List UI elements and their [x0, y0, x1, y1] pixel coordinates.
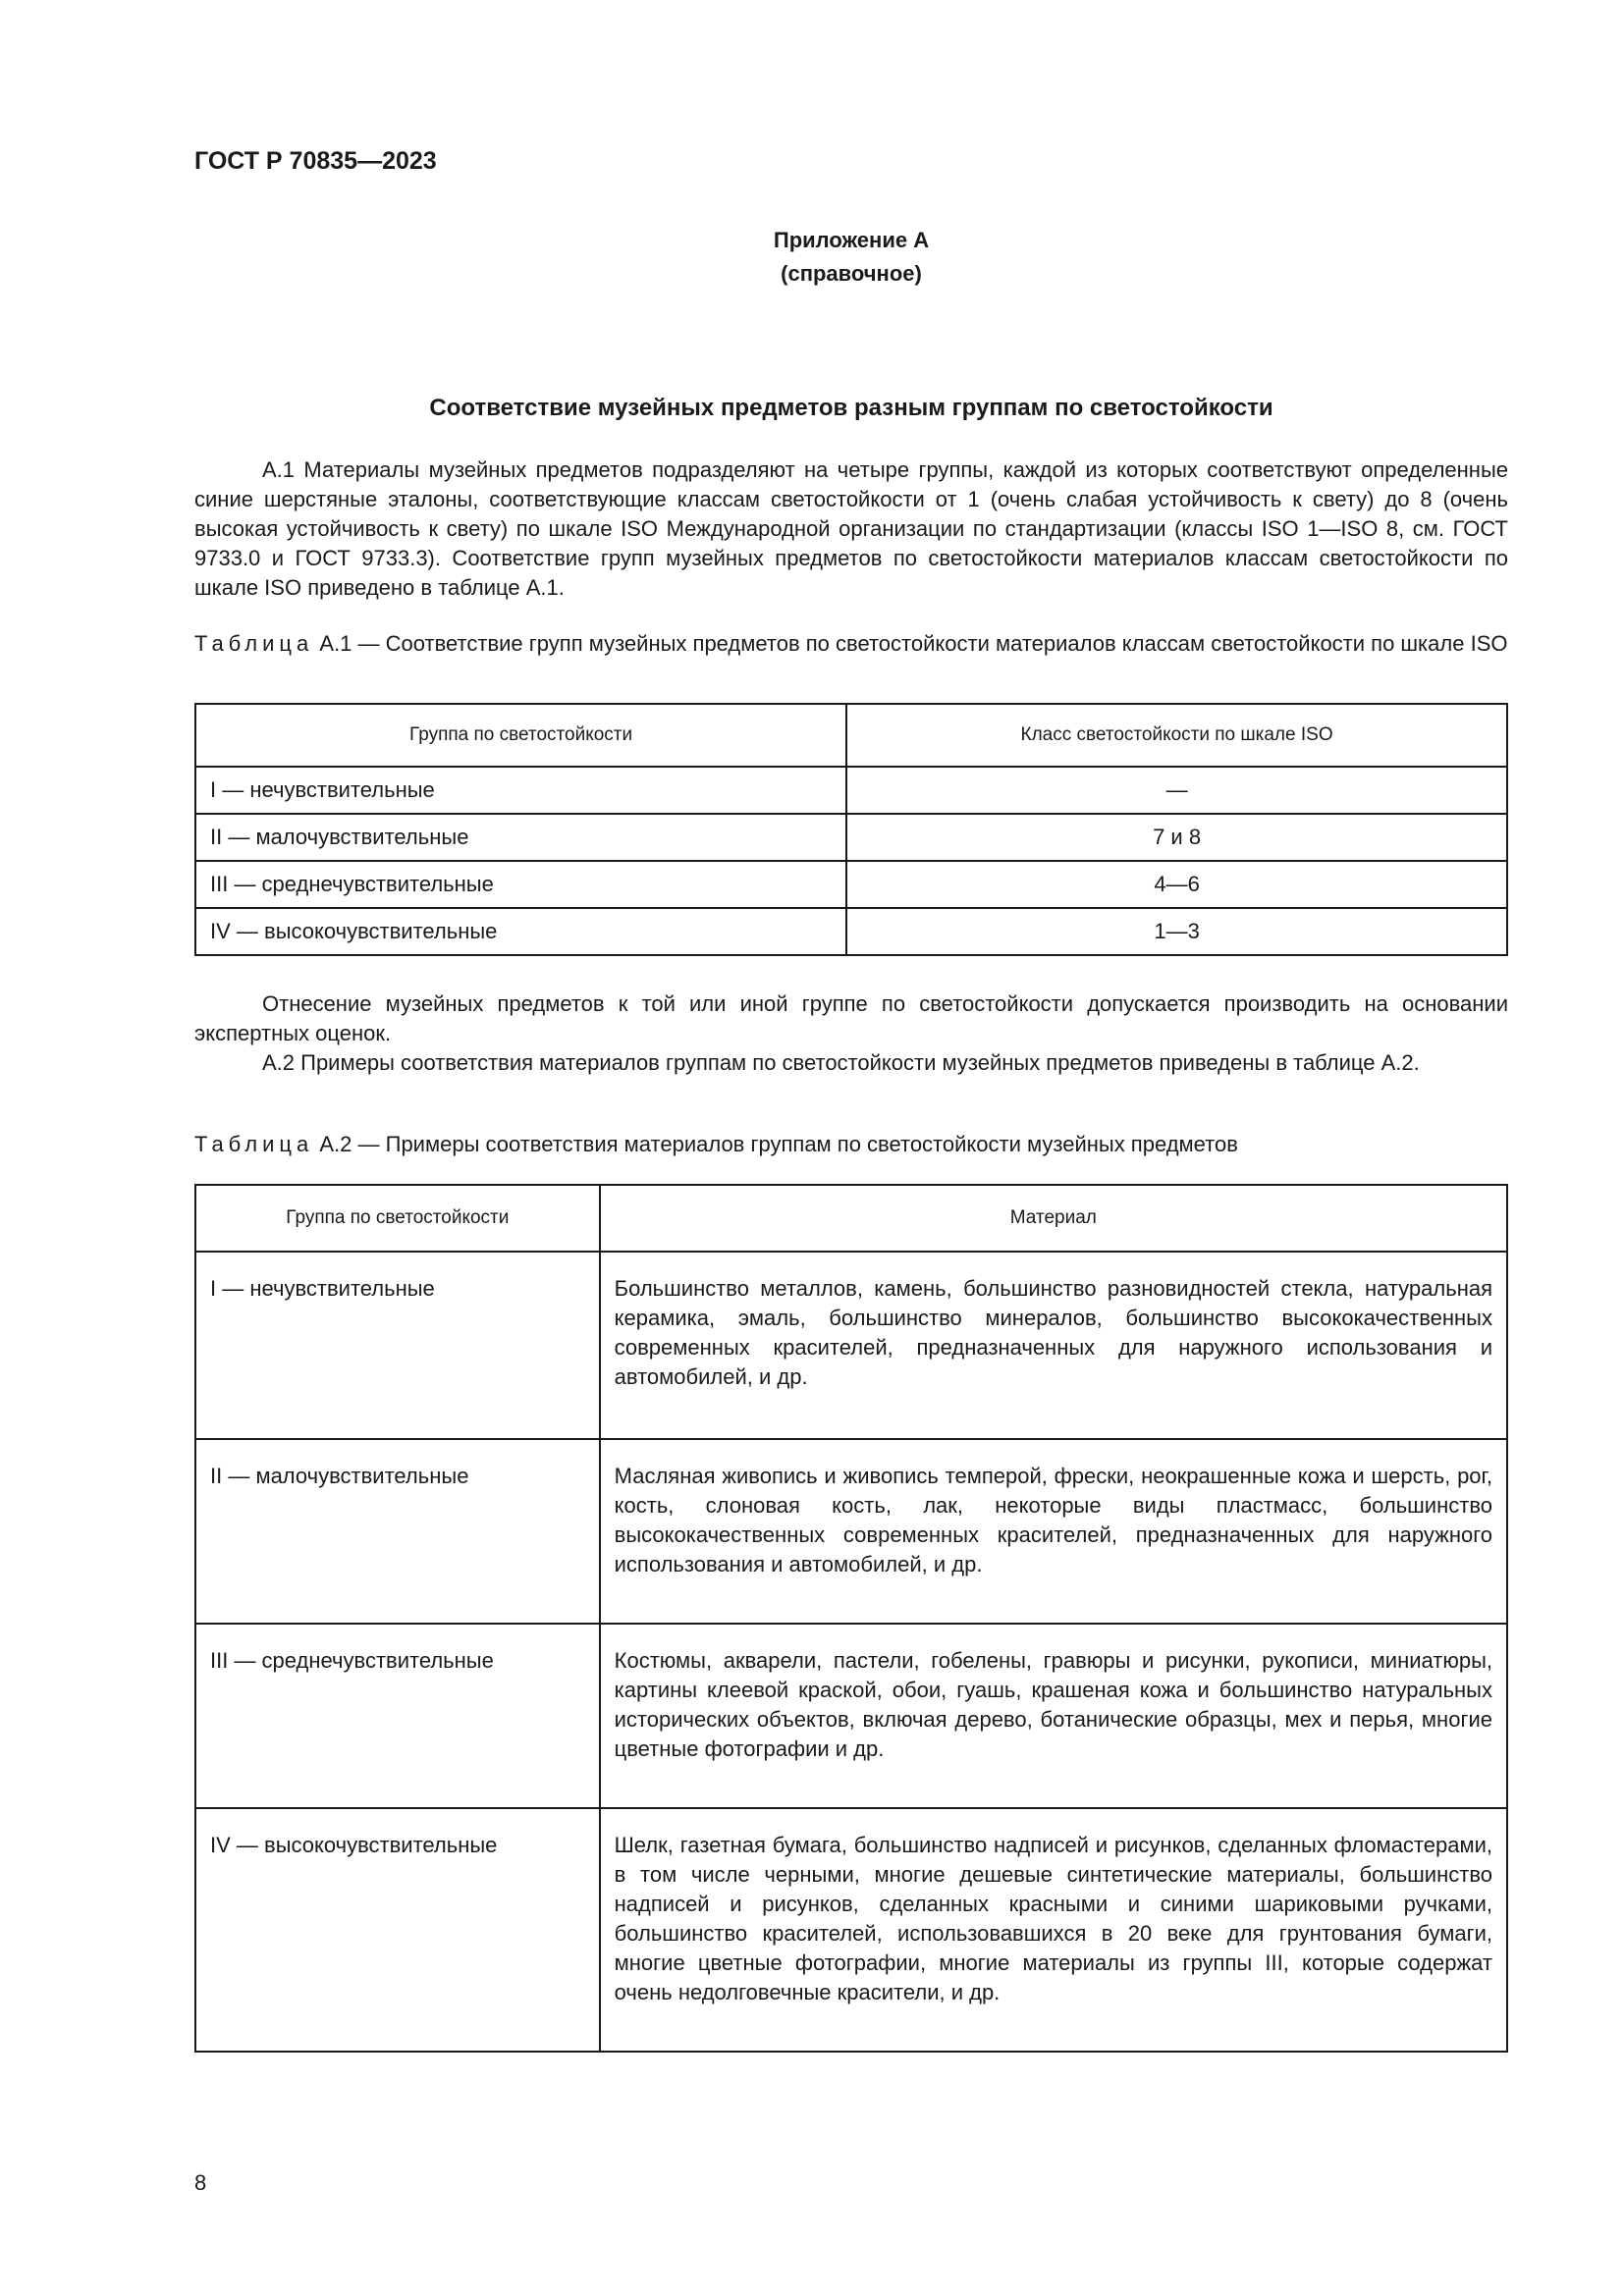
table-row [195, 861, 1507, 908]
paragraph-a1: А.1 Материалы музейных предметов подразделяют на четыре группы, каждой из которых соответствуют определенные синие шерстяные эталоны, соответствующие классам светостойкости от 1 (очень слабая устойчивость к свету) до 8 (очень высокая устойчивость к свету) по шкале ISO Международной организации по стандартизации (классы ISO 1—ISO 8, см. ГОСТ 9733.0 и ГОСТ 9733.3). Соответствие групп музейных предметов по светостойкости материалов классам светостойкости по шкале ISO приведено в таблице А.1. [194, 457, 1508, 600]
table-row [195, 908, 1507, 955]
paragraph-a2: А.2 Примеры соответствия материалов группам по светостойкости музейных предметов приведены в таблице А.2. [262, 1050, 1420, 1075]
table-row [195, 767, 1507, 814]
material-cell: Большинство металлов, камень, большинство разновидностей стекла, натуральная керамика, эмаль, большинство минералов, большинство высококачественных современных красителей, предназначенных для наружного использования и автомобилей, и др. [600, 1252, 1507, 1439]
group-cell: II — малочувствительные [195, 814, 846, 861]
material-cell: Костюмы, акварели, пастели, гобелены, гравюры и рисунки, рукописи, миниатюры, картины клеевой краской, обои, гуашь, крашеная кожа и большинство натуральных исторических объектов, включая дерево, ботанические образцы, мех и перья, многие цветные фотографии и др. [600, 1624, 1507, 1808]
table-row [195, 1439, 1507, 1624]
table-row [195, 814, 1507, 861]
group-cell: III — среднечувствительные [195, 861, 846, 908]
paragraph-expert: Отнесение музейных предметов к той или иной группе по светостойкости допускается производить на основании экспертных оценок. [194, 991, 1508, 1045]
table-header-row [195, 704, 1507, 767]
annex-title: Приложение А [773, 228, 930, 252]
group-cell: I — нечувствительные [195, 767, 846, 814]
iso-class-cell: 4—6 [846, 861, 1507, 908]
column-header: Группа по светостойкости [195, 1185, 600, 1252]
column-header: Класс светостойкости по шкале ISO [846, 704, 1507, 767]
caption-text: А.1 — Соответствие групп музейных предметов по светостойкости материалов классам светостойкости по шкале ISO [319, 631, 1508, 656]
table-a1-caption [194, 629, 1508, 659]
table-row [195, 1624, 1507, 1808]
group-cell: III — среднечувствительные [195, 1624, 600, 1808]
table-header-row [195, 1185, 1507, 1252]
iso-class-cell: 1—3 [846, 908, 1507, 955]
material-cell: Шелк, газетная бумага, большинство надписей и рисунков, сделанных фломастерами, в том числе черными, многие дешевые синтетические материалы, большинство надписей и рисунков, сделанных красными и синими шариковыми ручками, большинство красителей, использовавшихся в 20 веке для грунтования бумаги, многие цветные фотографии, многие материалы из группы III, которые содержат очень недолговечные красители, и др. [600, 1808, 1507, 2052]
iso-class-cell: — [846, 767, 1507, 814]
group-cell: IV — высокочувствительные [195, 908, 846, 955]
table-row [195, 1252, 1507, 1439]
iso-class-cell: 7 и 8 [846, 814, 1507, 861]
table-a2-caption [194, 1130, 1508, 1159]
caption-label: Таблица [194, 1132, 314, 1156]
caption-label: Таблица [194, 631, 314, 656]
table-row [195, 1808, 1507, 2052]
group-cell: II — малочувствительные [195, 1439, 600, 1624]
page-number: 8 [194, 2170, 207, 2195]
column-header: Материал [600, 1185, 1507, 1252]
table-a1 [194, 703, 1508, 956]
group-cell: IV — высокочувствительные [195, 1808, 600, 2052]
column-header: Группа по светостойкости [195, 704, 846, 767]
section-title: Соответствие музейных предметов разным группам по светостойкости [429, 395, 1273, 421]
group-cell: I — нечувствительные [195, 1252, 600, 1439]
material-cell: Масляная живопись и живопись темперой, фрески, неокрашенные кожа и шерсть, рог, кость, слоновая кость, лак, некоторые виды пластмасс, большинство высококачественных современных красителей, предназначенных для наружного использования и автомобилей, и др. [600, 1439, 1507, 1624]
caption-text: А.2 — Примеры соответствия материалов группам по светостойкости музейных предметов [319, 1132, 1238, 1156]
annex-subtitle: (справочное) [781, 261, 922, 286]
document-code: ГОСТ Р 70835—2023 [194, 147, 437, 175]
table-a2 [194, 1184, 1508, 2053]
annex-heading [0, 224, 1624, 291]
